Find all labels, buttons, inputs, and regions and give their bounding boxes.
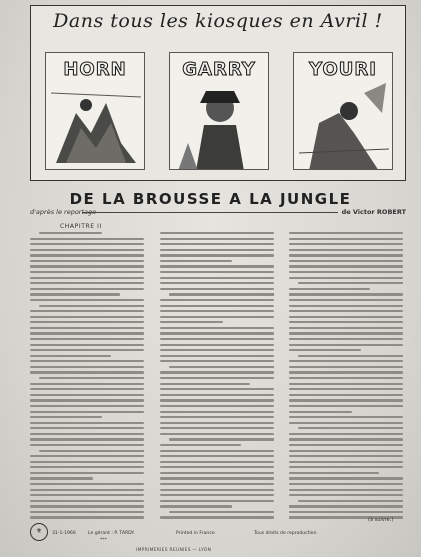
text-line: [30, 332, 144, 334]
text-line: [289, 494, 403, 496]
text-line: [160, 416, 274, 418]
text-line: [160, 254, 274, 256]
text-line: [289, 472, 379, 474]
text-line: [160, 388, 274, 390]
text-line: [30, 271, 144, 273]
byline-rule: [82, 212, 338, 213]
cover-youri-title: YOURI: [309, 59, 377, 80]
text-line: [289, 254, 403, 256]
article-source: d'après le reportage: [30, 208, 97, 216]
text-line: [30, 277, 144, 279]
text-line: [160, 232, 274, 234]
cover-horn: [45, 52, 145, 170]
text-line: [30, 399, 144, 401]
text-line: [39, 377, 144, 379]
text-line: [30, 416, 102, 418]
text-line: [30, 511, 144, 513]
text-line: [289, 321, 403, 323]
text-line: [30, 243, 144, 245]
text-line: [289, 249, 403, 251]
text-line: [289, 461, 403, 463]
text-line: [289, 344, 403, 346]
text-line: [160, 344, 274, 346]
text-line: [160, 461, 274, 463]
footer-printed: Printed in France: [176, 531, 215, 536]
text-line: [160, 371, 274, 373]
text-line: [160, 394, 274, 396]
text-line: [289, 310, 403, 312]
text-line: [30, 310, 144, 312]
text-line: [289, 316, 403, 318]
text-line: [160, 483, 274, 485]
text-line: [160, 377, 274, 379]
text-line: [30, 371, 144, 373]
text-line: [298, 427, 403, 429]
text-line: [169, 438, 274, 440]
text-line: [289, 450, 403, 452]
text-line: [30, 422, 144, 424]
text-column-2: [160, 232, 274, 530]
text-line: [30, 360, 144, 362]
text-line: [289, 338, 403, 340]
text-line: [289, 349, 361, 351]
text-line: [30, 472, 144, 474]
text-line: [30, 260, 144, 262]
text-line: [30, 238, 144, 240]
text-line: [160, 405, 274, 407]
text-line: [30, 282, 144, 284]
text-line: [289, 466, 403, 468]
text-line: [160, 332, 274, 334]
text-line: [39, 450, 144, 452]
text-line: [289, 433, 403, 435]
text-line: [289, 477, 403, 479]
text-line: [30, 477, 93, 479]
text-line: [160, 260, 232, 262]
text-line: [289, 371, 403, 373]
text-line: [289, 288, 370, 290]
text-line: [30, 249, 144, 251]
text-line: [160, 411, 274, 413]
text-line: [160, 305, 274, 307]
text-line: [160, 472, 274, 474]
text-line: [289, 483, 403, 485]
text-line: [160, 277, 274, 279]
text-line: [169, 293, 274, 295]
text-line: [30, 383, 144, 385]
footer-date: 31-1-1966: [52, 531, 76, 536]
text-line: [160, 288, 274, 290]
text-line: [30, 316, 144, 318]
text-line: [160, 427, 274, 429]
cover-garry-title: GARRY: [182, 59, 256, 80]
text-line: [30, 466, 144, 468]
text-line: [289, 366, 403, 368]
text-line: [160, 466, 274, 468]
text-line: [30, 394, 144, 396]
footer-rights: Tous droits de reproduction: [254, 531, 317, 536]
text-line: [30, 388, 144, 390]
text-line: [289, 260, 403, 262]
text-line: [30, 338, 144, 340]
text-line: [289, 422, 403, 424]
text-line: [160, 316, 274, 318]
text-line: [30, 366, 144, 368]
text-line: [30, 327, 144, 329]
publisher-seal: ⚜: [30, 523, 48, 541]
text-line: [30, 355, 111, 357]
text-line: [289, 438, 403, 440]
text-line: [30, 288, 144, 290]
chapter-heading: CHAPITRE II: [60, 223, 102, 230]
text-line: [289, 271, 403, 273]
text-line: [160, 399, 274, 401]
text-line: [160, 249, 274, 251]
text-line: [30, 427, 144, 429]
text-line: [298, 500, 403, 502]
text-line: [160, 494, 274, 496]
text-line: [169, 511, 274, 513]
text-line: [289, 405, 403, 407]
text-line: [30, 344, 144, 346]
text-line: [160, 455, 274, 457]
cover-horn-title: HORN: [63, 59, 127, 80]
text-line: [30, 411, 144, 413]
text-line: [289, 455, 403, 457]
text-line: [160, 299, 274, 301]
text-line: [289, 299, 403, 301]
text-line: [289, 360, 403, 362]
text-line: [289, 277, 403, 279]
text-line: [289, 232, 403, 234]
text-line: [30, 265, 144, 267]
text-line: [160, 500, 274, 502]
imprint-name: IMPRIMERIES REUNIES: [136, 548, 191, 553]
text-line: [289, 399, 403, 401]
text-line: [30, 505, 144, 507]
text-line: [169, 366, 274, 368]
text-line: [39, 305, 144, 307]
article-author: de Victor ROBERT: [341, 208, 406, 216]
text-line: [30, 438, 144, 440]
text-line: [289, 388, 403, 390]
text-line: [160, 450, 274, 452]
text-line: [160, 383, 250, 385]
cover-youri: [293, 52, 393, 170]
text-line: [298, 282, 403, 284]
text-line: [30, 444, 144, 446]
text-line: [39, 232, 102, 234]
text-line: [30, 433, 144, 435]
article-byline: [30, 208, 406, 218]
text-line: [30, 405, 144, 407]
text-line: [289, 377, 403, 379]
promo-banner: [30, 5, 406, 181]
footer-imprint: IMPRIMERIES REUNIES — LYON: [136, 548, 212, 553]
text-line: [160, 505, 232, 507]
article-headline: DE LA BROUSSE A LA JUNGLE: [69, 190, 352, 208]
text-line: [30, 494, 144, 496]
text-line: [289, 505, 403, 507]
text-line: [160, 321, 223, 323]
text-line: [30, 489, 144, 491]
text-line: [30, 321, 144, 323]
text-column-3: [289, 232, 403, 530]
footer-stars: ***: [100, 538, 107, 543]
text-line: [160, 489, 274, 491]
text-line: [160, 271, 274, 273]
text-column-1: [30, 232, 144, 530]
text-line: [289, 265, 403, 267]
text-line: [289, 293, 403, 295]
text-line: [289, 394, 403, 396]
text-line: [160, 355, 274, 357]
text-line: [160, 243, 274, 245]
text-line: [289, 332, 403, 334]
text-line: [160, 310, 274, 312]
text-line: [160, 444, 241, 446]
text-line: [160, 282, 274, 284]
text-line: [160, 265, 274, 267]
footer-director: Le gérant : P. TARDY.: [88, 531, 135, 536]
text-line: [289, 411, 352, 413]
text-line: [160, 422, 274, 424]
text-line: [160, 433, 274, 435]
text-line: [289, 511, 403, 513]
text-line: [289, 243, 403, 245]
text-line: [160, 477, 274, 479]
text-line: [160, 360, 274, 362]
text-line: [160, 238, 274, 240]
text-line: [30, 516, 144, 518]
text-line: [289, 305, 403, 307]
text-line: [289, 444, 403, 446]
text-line: [298, 355, 403, 357]
text-line: [160, 349, 274, 351]
cover-garry: [169, 52, 269, 170]
to-be-continued: (à suivre.): [368, 517, 394, 523]
text-line: [289, 383, 403, 385]
text-line: [30, 349, 144, 351]
text-line: [289, 416, 403, 418]
text-line: [160, 338, 274, 340]
text-line: [289, 489, 403, 491]
imprint-city: LYON: [198, 548, 212, 553]
text-line: [289, 238, 403, 240]
text-line: [289, 327, 403, 329]
text-line: [160, 327, 274, 329]
text-line: [30, 461, 144, 463]
text-line: [30, 483, 144, 485]
banner-tagline: Dans tous les kiosques en Avril !: [53, 10, 383, 32]
text-line: [30, 293, 120, 295]
text-line: [160, 516, 274, 518]
text-line: [30, 254, 144, 256]
text-line: [30, 500, 144, 502]
text-line: [30, 455, 144, 457]
text-line: [30, 299, 144, 301]
